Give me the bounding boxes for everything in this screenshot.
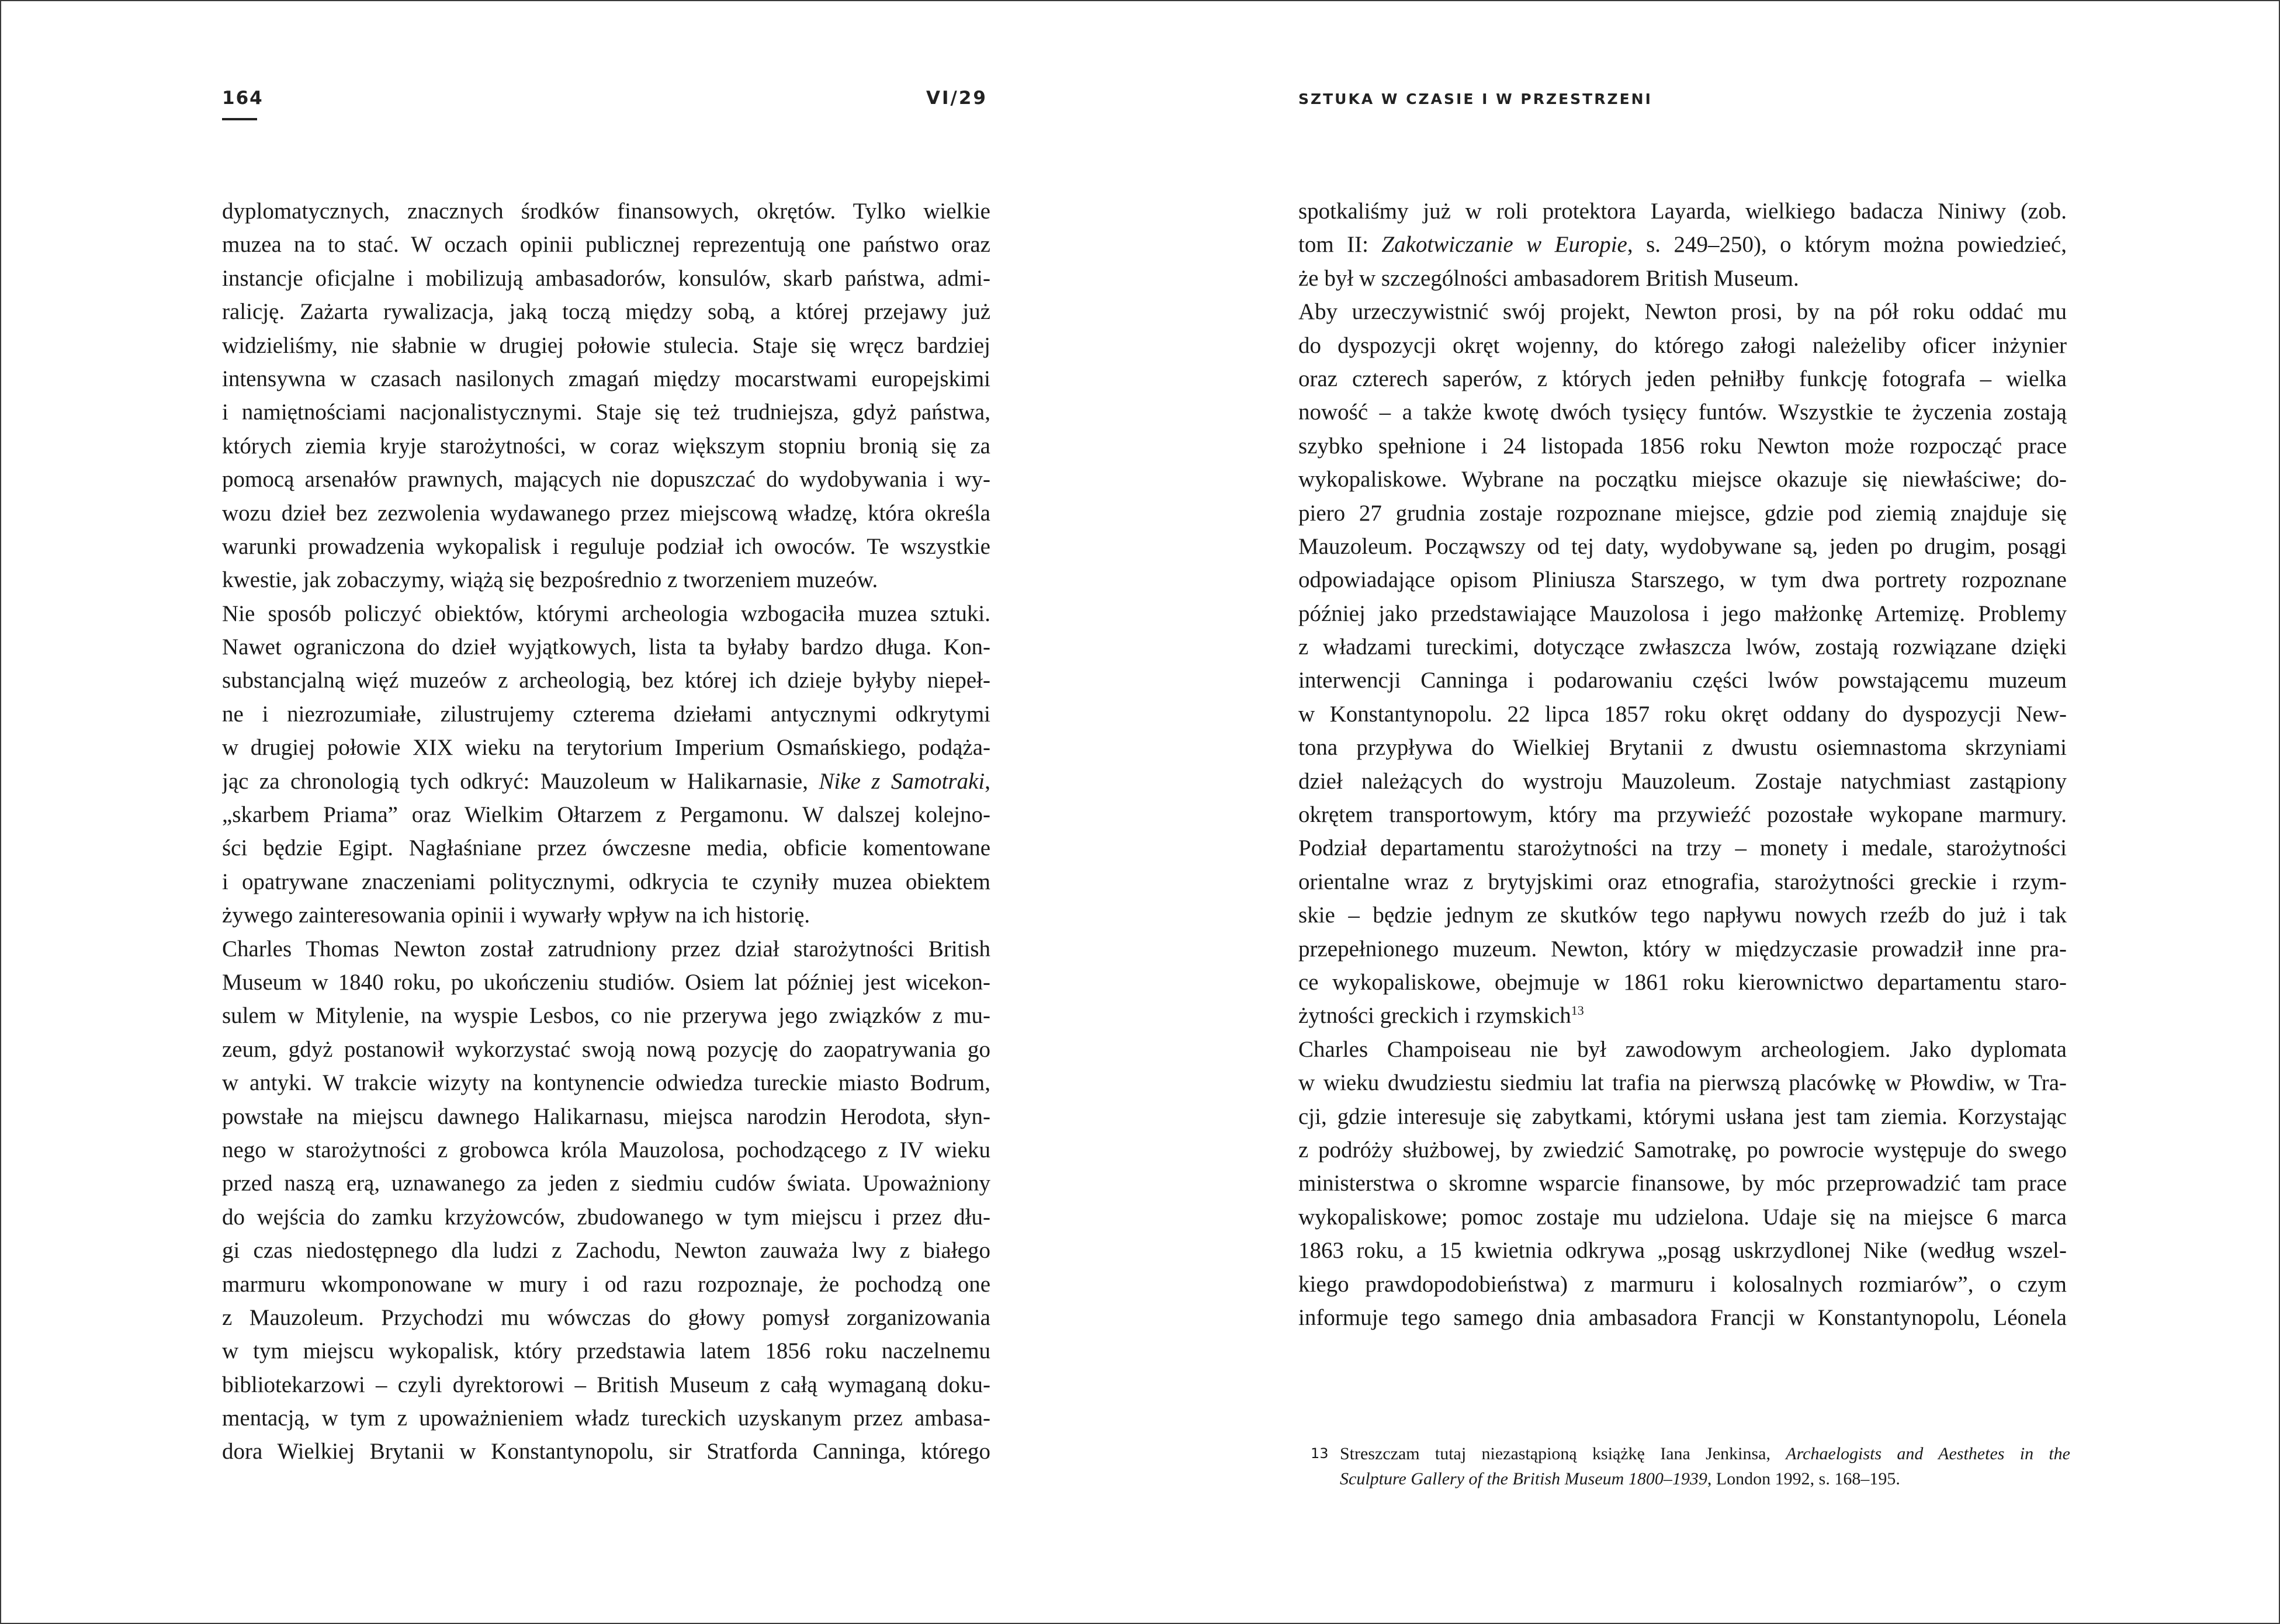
text-line xyxy=(222,1033,990,1066)
text-segment: ne i niezrozumiałe, zilustrujemy czterema dziełami antycznymi odkrytymi xyxy=(222,701,990,727)
text-line xyxy=(1298,395,2067,429)
text-line xyxy=(1298,1033,2067,1066)
text-segment: powstałe na miejscu dawnego Halikarnasu, miejsca narodzin Herodota, słyn- xyxy=(222,1104,990,1129)
text-segment: żywego zainteresowania opinii i wywarły wpływ na ich historię. xyxy=(222,903,810,928)
text-segment: , London 1992, s. 168–195. xyxy=(1707,1469,1900,1488)
text-segment: bibliotekarzowi – czyli dyrektorowi – British Museum z całą wymaganą doku- xyxy=(222,1372,990,1397)
text-segment: i opatrywane znaczeniami politycznymi, odkrycia te czyniły muzea obiektem xyxy=(222,869,990,894)
text-segment: spotkaliśmy już w roli protektora Layarda, wielkiego badacza Niniwy (zob. xyxy=(1298,199,2067,224)
text-line xyxy=(1298,798,2067,831)
text-segment: Mauzoleum. Począwszy od tej daty, wydobywane są, jeden po drugim, posągi xyxy=(1298,533,2067,559)
text-line xyxy=(1298,195,2067,228)
right-column-text xyxy=(1298,195,2067,1334)
text-line xyxy=(222,362,990,395)
text-segment: dzieł należących do wystroju Mauzoleum. Zostaje natychmiast zastąpiony xyxy=(1298,768,2067,794)
left-column-text xyxy=(222,195,990,1469)
text-segment: skie – będzie jednym ze skutków tego napływu nowych rzeźb do już i tak xyxy=(1298,903,2067,928)
text-segment: , s. 249–250), o którym można powiedzieć, xyxy=(1627,232,2067,258)
text-line xyxy=(222,798,990,831)
text-line xyxy=(222,831,990,865)
text-line xyxy=(222,1234,990,1267)
text-line xyxy=(222,865,990,898)
text-line xyxy=(1298,1301,2067,1334)
text-line xyxy=(222,630,990,664)
text-segment: piero 27 grudnia zostaje rozpoznane miejsce, gdzie pod ziemią znajduje się xyxy=(1298,500,2067,526)
text-segment: , xyxy=(985,768,990,794)
text-segment: Museum w 1840 roku, po ukończeniu studiów. Osiem lat później jest wicekon- xyxy=(222,969,990,995)
text-segment: sulem w Mitylenie, na wyspie Lesbos, co nie przerywa jego związków z mu- xyxy=(222,1003,990,1029)
text-segment: Charles Thomas Newton został zatrudniony przez dział starożytności British xyxy=(222,936,990,962)
text-line xyxy=(1298,1066,2067,1099)
text-line xyxy=(222,530,990,563)
text-line xyxy=(1298,1167,2067,1200)
text-segment: gi czas niedostępnego dla ludzi z Zachodu, Newton zauważa lwy z białego xyxy=(222,1238,990,1264)
text-line xyxy=(222,195,990,228)
text-segment: ralicję. Zażarta rywalizacja, jaką toczą między sobą, a której przejawy już xyxy=(222,299,990,325)
text-line xyxy=(222,1368,990,1401)
page-number: 164 xyxy=(222,88,264,109)
text-line xyxy=(222,1200,990,1234)
text-segment: jąc za chronologią tych odkryć: Mauzoleum w Halikarnasie, xyxy=(222,768,819,794)
text-segment: substancjalną więź muzeów z archeologią, bez której ich dzieje byłyby niepeł- xyxy=(222,668,990,693)
text-segment: w drugiej połowie XIX wieku na terytorium Imperium Osmańskiego, podąża- xyxy=(222,735,990,761)
text-line xyxy=(222,966,990,999)
text-line xyxy=(222,1301,990,1334)
text-line xyxy=(1298,865,2067,898)
text-segment: informuje tego samego dnia ambasadora Francji w Konstantynopolu, Léonela xyxy=(1298,1304,2067,1330)
text-line xyxy=(222,1435,990,1468)
text-line xyxy=(222,932,990,966)
text-line xyxy=(1298,295,2067,328)
footnote-number: 13 xyxy=(1311,1445,1329,1462)
text-line xyxy=(222,664,990,697)
text-line xyxy=(1298,563,2067,596)
text-segment: do dyspozycji okręt wojenny, do którego załogi należeliby oficer inżynier xyxy=(1298,332,2067,358)
text-line xyxy=(1298,1133,2067,1167)
text-line xyxy=(222,999,990,1032)
text-line xyxy=(222,329,990,362)
text-line xyxy=(222,395,990,429)
text-segment: odpowiadające opisom Pliniusza Starszego, w tym dwa portrety rozpoznane xyxy=(1298,567,2067,593)
text-segment: z władzami tureckimi, dotyczące zwłaszcza lwów, zostają rozwiązane dzięki xyxy=(1298,634,2067,660)
text-segment: kiego prawdopodobieństwa) z marmuru i kolosalnych rozmiarów”, o czym xyxy=(1298,1271,2067,1297)
text-line xyxy=(222,228,990,261)
text-segment: Streszczam tutaj niezastąpioną książkę Iana Jenkinsa, xyxy=(1340,1444,1786,1463)
text-line xyxy=(222,1133,990,1167)
text-segment: nowość – a także kwotę dwóch tysięcy funtów. Wszystkie te życzenia zostają xyxy=(1298,400,2067,425)
text-segment: później jako przedstawiające Mauzolosa i jego małżonkę Artemizę. Problemy xyxy=(1298,601,2067,626)
text-segment: tom II: xyxy=(1298,232,1382,258)
text-line xyxy=(222,1268,990,1301)
footnote-line xyxy=(1340,1441,2070,1466)
text-segment: „skarbem Priama” oraz Wielkim Ołtarzem z Pergamonu. W dalszej kolejno- xyxy=(222,802,990,828)
text-line xyxy=(1298,497,2067,530)
italic-title: Sculpture Gallery of the British Museum 1800–1939 xyxy=(1340,1469,1707,1488)
text-line xyxy=(222,1334,990,1368)
text-line xyxy=(222,731,990,764)
text-line xyxy=(222,497,990,530)
text-line xyxy=(1298,999,2067,1032)
text-segment: Nawet ograniczona do dzieł wyjątkowych, lista ta byłaby bardzo długa. Kon- xyxy=(222,634,990,660)
text-segment: wozu dzieł bez zezwolenia wydawanego przez miejscową władzę, która określa xyxy=(222,500,990,526)
text-segment: oraz czterech saperów, z których jeden pełniłby funkcję fotografa – wielka xyxy=(1298,366,2067,391)
text-segment: dyplomatycznych, znacznych środków finansowych, okrętów. Tylko wielkie xyxy=(222,199,990,224)
text-segment: orientalne wraz z brytyjskimi oraz etnografia, starożytności greckie i rzym- xyxy=(1298,869,2067,894)
text-segment: zeum, gdyż postanowił wykorzystać swoją nową pozycję do zaopatrywania go xyxy=(222,1036,990,1062)
text-line xyxy=(1298,1234,2067,1267)
text-line xyxy=(1298,1200,2067,1234)
text-segment: wykopaliskowe; pomoc zostaje mu udzielona. Udaje się na miejsce 6 marca xyxy=(1298,1204,2067,1230)
text-line xyxy=(1298,329,2067,362)
text-segment: okrętem transportowym, który ma przywieźć pozostałe wykopane marmury. xyxy=(1298,802,2067,828)
text-line xyxy=(1298,362,2067,395)
text-segment: w Konstantynopolu. 22 lipca 1857 roku okręt oddany do dyspozycji New- xyxy=(1298,701,2067,727)
italic-title: Archaelogists and Aesthetes in the xyxy=(1786,1444,2070,1463)
text-line xyxy=(222,898,990,932)
text-line xyxy=(1298,228,2067,261)
text-segment: Aby urzeczywistnić swój projekt, Newton prosi, by na pół roku oddać mu xyxy=(1298,299,2067,325)
text-line xyxy=(1298,463,2067,496)
text-segment: że był w szczególności ambasadorem British Museum. xyxy=(1298,265,1799,291)
text-segment: ści będzie Egipt. Nagłaśniane przez ówczesne media, obficie komentowane xyxy=(222,835,990,861)
text-line xyxy=(1298,530,2067,563)
text-segment: muzea na to stać. W oczach opinii publicznej reprezentują one państwo oraz xyxy=(222,232,990,258)
text-line xyxy=(1298,1100,2067,1133)
text-segment: Charles Champoiseau nie był zawodowym archeologiem. Jako dyplomata xyxy=(1298,1036,2067,1062)
text-segment: w tym miejscu wykopalisk, który przedstawia latem 1856 roku naczelnemu xyxy=(222,1338,990,1364)
text-line xyxy=(222,698,990,731)
text-segment: 1863 roku, a 15 kwietnia odkrywa „posąg uskrzydlonej Nike (według wszel- xyxy=(1298,1238,2067,1264)
text-line xyxy=(222,1167,990,1200)
text-segment: mentacją, w tym z upoważnieniem władz tureckich uzyskanym przez ambasa- xyxy=(222,1406,990,1431)
text-segment: do wejścia do zamku krzyżowców, zbudowanego w tym miejscu i przez dłu- xyxy=(222,1204,990,1230)
text-line xyxy=(1298,765,2067,798)
text-segment: cji, gdzie interesuje się zabytkami, którymi usłana jest tam ziemia. Korzystając xyxy=(1298,1104,2067,1129)
text-segment: w wieku dwudziestu siedmiu lat trafia na pierwszą placówkę w Płowdiw, w Tra- xyxy=(1298,1070,2067,1096)
text-segment: warunki prowadzenia wykopalisk i reguluje podział ich owoców. Te wszystkie xyxy=(222,533,990,559)
text-segment: nego w starożytności z grobowca króla Mauzolosa, pochodzącego z IV wieku xyxy=(222,1137,990,1163)
text-segment: z podróży służbowej, by zwiedzić Samotrakę, po powrocie występuje do swego xyxy=(1298,1137,2067,1163)
text-line xyxy=(222,429,990,463)
text-segment: ministerstwa o skromne wsparcie finansowe, by móc przeprowadzić tam prace xyxy=(1298,1171,2067,1196)
text-segment: dora Wielkiej Brytanii w Konstantynopolu, sir Stratforda Canninga, którego xyxy=(222,1439,990,1465)
text-line xyxy=(1298,932,2067,966)
text-line xyxy=(1298,664,2067,697)
text-line xyxy=(1298,731,2067,764)
text-line xyxy=(1298,698,2067,731)
text-segment: i namiętnościami nacjonalistycznymi. Staje się też trudniejsza, gdyż państwa, xyxy=(222,400,990,425)
text-line xyxy=(222,262,990,295)
text-segment: szybko spełnione i 24 listopada 1856 roku Newton może rozpocząć prace xyxy=(1298,433,2067,459)
text-segment: z Mauzoleum. Przychodzi mu wówczas do głowy pomysł zorganizowania xyxy=(222,1304,990,1330)
text-line xyxy=(222,563,990,596)
text-segment: wykopaliskowe. Wybrane na początku miejsce okazuje się niewłaściwe; do- xyxy=(1298,467,2067,492)
text-line xyxy=(1298,262,2067,295)
footnote-body xyxy=(1340,1441,2070,1491)
text-segment: marmuru wkomponowane w mury i od razu rozpoznaje, że pochodzą one xyxy=(222,1271,990,1297)
text-segment: żytności greckich i rzymskich xyxy=(1298,1003,1571,1029)
text-segment: tona przypływa do Wielkiej Brytanii z dwustu osiemnastoma skrzyniami xyxy=(1298,735,2067,761)
text-line xyxy=(222,295,990,328)
text-line xyxy=(1298,831,2067,865)
text-segment: widzieliśmy, nie słabnie w drugiej połowie stulecia. Staje się wręcz bardziej xyxy=(222,332,990,358)
text-segment: kwestie, jak zobaczymy, wiążą się bezpośrednio z tworzeniem muzeów. xyxy=(222,567,878,593)
text-line xyxy=(222,463,990,496)
text-segment: intensywna w czasach nasilonych zmagań między mocarstwami europejskimi xyxy=(222,366,990,391)
text-line xyxy=(222,1100,990,1133)
text-segment: Nie sposób policzyć obiektów, którymi archeologia wzbogaciła muzea sztuki. xyxy=(222,601,990,626)
section-code: VI/29 xyxy=(926,88,987,109)
text-line xyxy=(1298,630,2067,664)
footnote-ref: 13 xyxy=(1571,1003,1584,1018)
text-segment: w antyki. W trakcie wizyty na kontynencie odwiedza tureckie miasto Bodrum, xyxy=(222,1070,990,1096)
text-line xyxy=(1298,1268,2067,1301)
text-segment: instancje oficjalne i mobilizują ambasadorów, konsulów, skarb państwa, admi- xyxy=(222,265,990,291)
text-segment: interwencji Canninga i podarowaniu części lwów powstającemu muzeum xyxy=(1298,668,2067,693)
text-segment: przepełnionego muzeum. Newton, który w międzyczasie prowadził inne pra- xyxy=(1298,936,2067,962)
text-line xyxy=(1298,597,2067,630)
text-segment: których ziemia kryje starożytności, w coraz większym stopniu bronią się za xyxy=(222,433,990,459)
text-line xyxy=(222,765,990,798)
text-line xyxy=(222,1401,990,1435)
text-line xyxy=(1298,898,2067,932)
text-line xyxy=(222,597,990,630)
text-line xyxy=(222,1066,990,1099)
text-segment: ce wykopaliskowe, obejmuje w 1861 roku kierownictwo departamentu staro- xyxy=(1298,969,2067,995)
italic-title: Nike z Samotraki xyxy=(819,768,985,794)
text-line xyxy=(1298,429,2067,463)
text-segment: Podział departamentu starożytności na trzy – monety i medale, starożytności xyxy=(1298,835,2067,861)
page-number-underline xyxy=(222,118,257,120)
text-segment: przed naszą erą, uznawanego za jeden z siedmiu cudów świata. Upoważniony xyxy=(222,1171,990,1196)
text-line xyxy=(1298,966,2067,999)
text-segment: pomocą arsenałów prawnych, mających nie dopuszczać do wydobywania i wy- xyxy=(222,467,990,492)
italic-title: Zakotwiczanie w Europie xyxy=(1381,232,1627,258)
running-title: SZTUKA W CZASIE I W PRZESTRZENI xyxy=(1298,91,1652,107)
footnote-line xyxy=(1340,1466,2070,1491)
